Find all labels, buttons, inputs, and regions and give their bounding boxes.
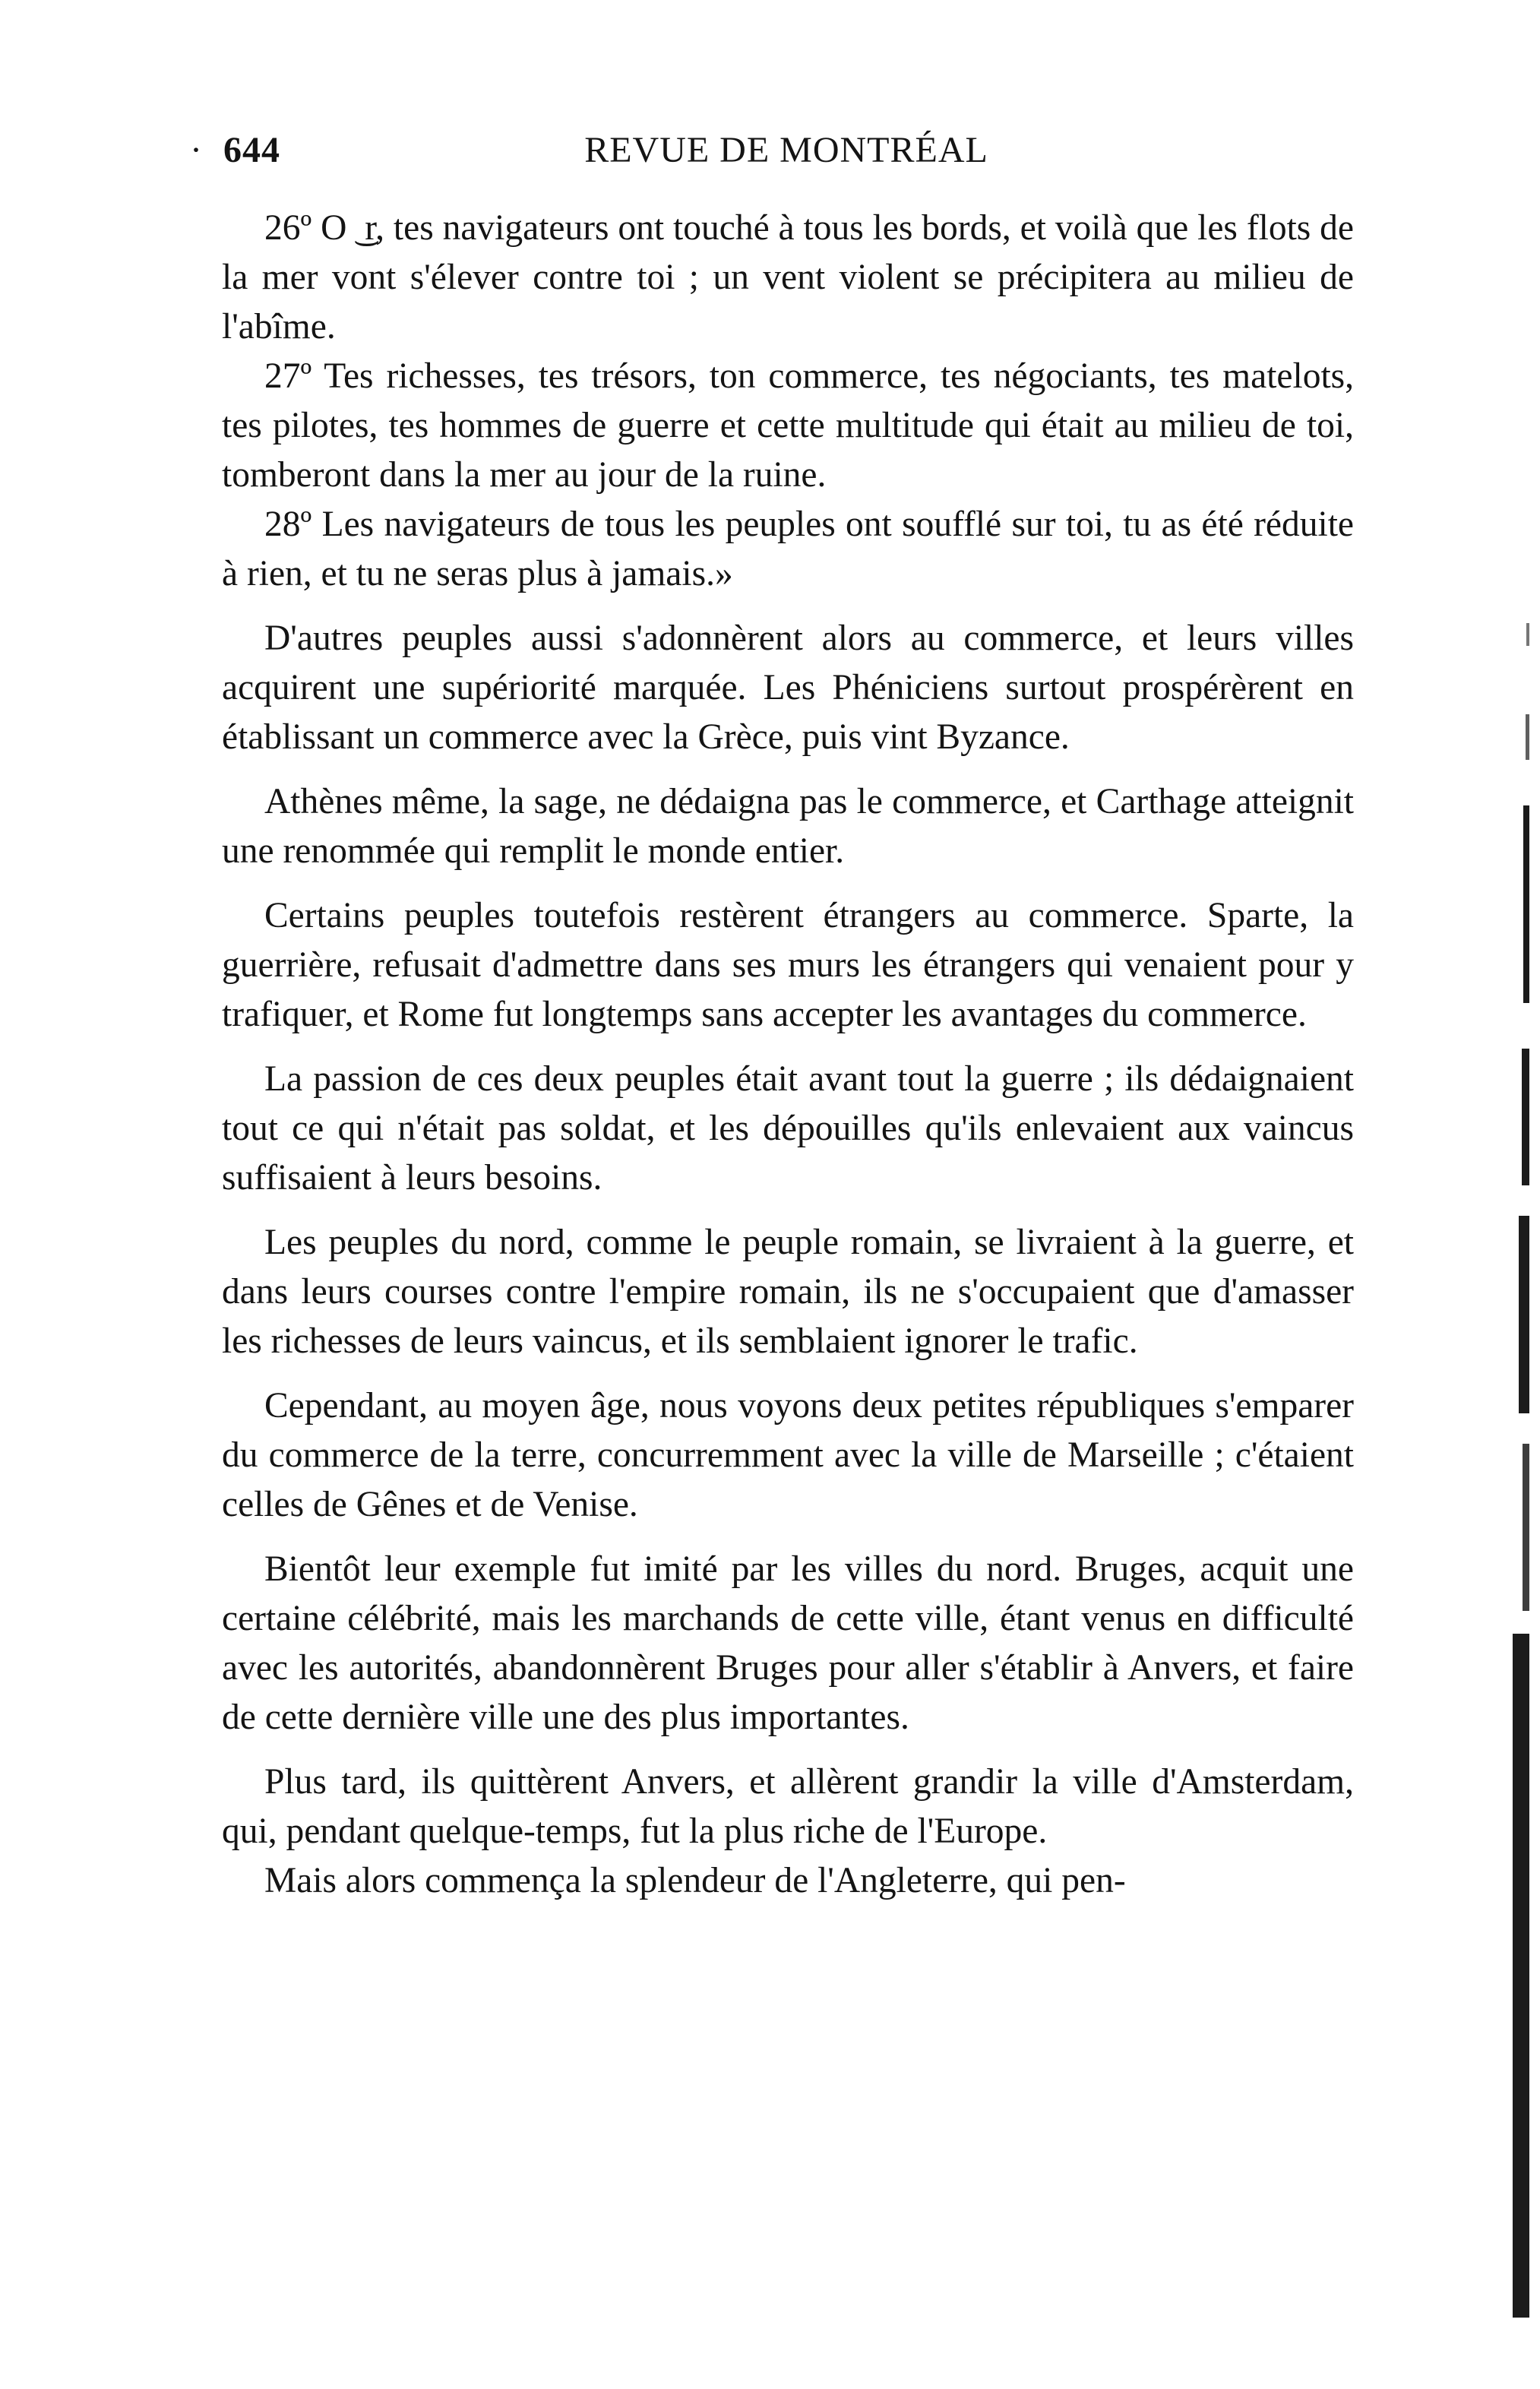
page-number: 644 [223, 130, 280, 170]
scan-edge-strip [1526, 623, 1529, 646]
margin-mark: · [190, 130, 203, 170]
paragraph-sparta-rome: Certains peuples toutefois restèrent étrangers au commerce. Sparte, la guerrière, refusait d'admettre dans ses murs les étrangers qui venaient pour y trafiquer, et Rome fut longtemps sans accepter les avantages du commerce. [222, 896, 1354, 1034]
scan-edge-strip [1523, 805, 1529, 1003]
scan-edge-strip [1522, 1049, 1529, 1185]
running-title: REVUE DE MONTRÉAL [584, 130, 988, 170]
paragraph-athens: Athènes même, la sage, ne dédaigna pas le commerce, et Carthage atteignit une renommée qui remplit le monde entier. [222, 782, 1354, 871]
body-text [222, 204, 1354, 1906]
scan-edge-strip [1523, 1444, 1529, 1611]
paragraph-northern-peoples: Les peuples du nord, comme le peuple romain, se livraient à la guerre, et dans leurs courses contre l'empire romain, ils ne s'occupaient que d'amasser les richesses de leurs vaincus, et ils semblaient ignorer le trafic. [222, 1223, 1354, 1361]
paragraph-bruges: Bientôt leur exemple fut imité par les villes du nord. Bruges, acquit une certaine célébrité, mais les marchands de cette ville, étant venus en difficulté avec les autorités, abandonnèrent Bruges pour aller s'établir à Anvers, et faire de cette dernière ville une des plus importantes. [222, 1549, 1354, 1737]
scan-edge-strip [1519, 1216, 1529, 1413]
paragraph-amsterdam: Plus tard, ils quittèrent Anvers, et allèrent grandir la ville d'Amsterdam, qui, pendant quelque-temps, fut la plus riche de l'Europe. [222, 1762, 1354, 1851]
paragraph-england: Mais alors commença la splendeur de l'Angleterre, qui pen- [264, 1861, 1126, 1900]
paragraph-verse-27: 27º Tes richesses, tes trésors, ton commerce, tes négociants, tes matelots, tes pilotes, tes hommes de guerre et cette multitude qui était au milieu de toi, tomberont dans la mer au jour de la ruine. [222, 356, 1354, 495]
paragraph-passion-war: La passion de ces deux peuples était avant tout la guerre ; ils dédaignaient tout ce qui n'était pas soldat, et les dépouilles qu'ils enlevaient aux vaincus suffisaient à leurs besoins. [222, 1059, 1354, 1198]
scan-edge-strip [1513, 1634, 1529, 2318]
paragraph-verse-26: 26º O ͜ r, tes navigateurs ont touché à tous les bords, et voilà que les flots de la mer vont s'élever contre toi ; un vent violent se précipitera au milieu de l'abîme. [222, 208, 1354, 346]
scan-edge-strip [1526, 714, 1529, 760]
page-header [190, 129, 1352, 182]
paragraph-other-peoples: D'autres peuples aussi s'adonnèrent alors au commerce, et leurs villes acquirent une supériorité marquée. Les Phéniciens surtout prospérèrent en établissant un commerce avec la Grèce, puis vint Byzance. [222, 619, 1354, 757]
paragraph-middle-ages: Cependant, au moyen âge, nous voyons deux petites républiques s'emparer du commerce de la terre, concurremment avec la ville de Marseille ; c'étaient celles de Gênes et de Venise. [222, 1386, 1354, 1524]
paragraph-verse-28: 28º Les navigateurs de tous les peuples ont soufflé sur toi, tu as été réduite à rien, et tu ne seras plus à jamais.» [222, 505, 1354, 593]
scan-edge-shadow [1510, 623, 1529, 2325]
